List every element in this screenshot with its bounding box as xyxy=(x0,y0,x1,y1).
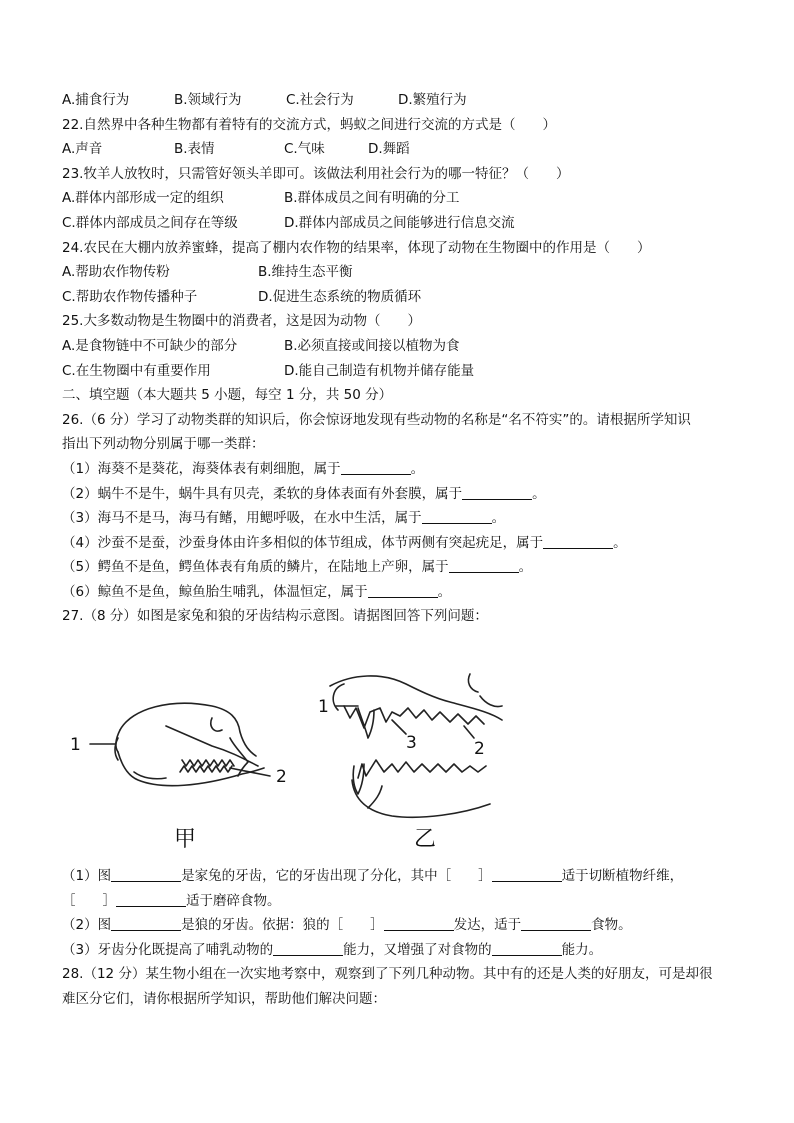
option: B.维持生态平衡 xyxy=(258,264,353,281)
wolf-lower-jaw xyxy=(352,780,490,817)
q26-item: （1）海葵不是葵花，海葵体表有刺细胞，属于 。 xyxy=(62,460,425,477)
q22-stem: 22.自然界中各种生物都有着特有的交流方式，蚂蚁之间进行交流的方式是（ ） xyxy=(62,116,556,133)
answer-blank[interactable] xyxy=(341,460,411,475)
q21-options xyxy=(62,88,742,113)
q26-stem-line2: 指出下列动物分别属于哪一类群： xyxy=(62,436,265,453)
option: B.领域行为 xyxy=(174,92,242,108)
option: C.社会行为 xyxy=(286,92,354,108)
label-number: 1 xyxy=(318,697,329,717)
q26-item: （3）海马不是马，海马有鳍，用鳃呼吸，在水中生活，属于 。 xyxy=(62,510,506,527)
label-number: 3 xyxy=(406,733,417,753)
section-title: 二、填空题（本大题共 5 小题，每空 1 分，共 50 分） xyxy=(62,387,393,404)
q27-stem: 27.（8 分）如图是家兔和狼的牙齿结构示意图。请据图回答下列问题： xyxy=(62,608,488,625)
answer-blank[interactable] xyxy=(111,916,181,931)
q27-subquestions xyxy=(62,864,742,1012)
answer-blank[interactable] xyxy=(273,941,343,956)
answer-blank[interactable] xyxy=(368,583,438,598)
answer-blank[interactable] xyxy=(462,485,532,500)
wolf-skull-outline xyxy=(330,676,502,720)
answer-blank[interactable] xyxy=(521,916,591,931)
rabbit-upper-teeth xyxy=(182,760,234,766)
rabbit-skull-outline xyxy=(120,703,256,756)
q22-options xyxy=(62,137,742,162)
q23-options-row2 xyxy=(62,211,742,236)
teeth-figure xyxy=(62,668,522,868)
option: A.是食物链中不可缺少的部分 xyxy=(62,337,238,354)
answer-blank[interactable] xyxy=(116,892,186,907)
q26-item: （2）蜗牛不是牛，蜗牛具有贝壳，柔软的身体表面有外套膜，属于 。 xyxy=(62,485,546,502)
label-number: 2 xyxy=(474,739,485,759)
q26-item: （6）鲸鱼不是鱼，鲸鱼胎生哺乳，体温恒定，属于 。 xyxy=(62,583,452,600)
q23-options-row1 xyxy=(62,186,742,211)
answer-blank[interactable] xyxy=(449,558,519,573)
q27-sub1: （1）图 是家兔的牙齿，它的牙齿出现了分化，其中［ ］ 适于切断植物纤维， xyxy=(62,868,684,884)
wolf-upper-teeth xyxy=(344,706,484,728)
option: C.群体内部成员之间存在等级 xyxy=(62,214,238,231)
figure-caption-wolf: 乙 xyxy=(414,827,437,852)
wolf-lower-teeth xyxy=(358,760,486,778)
option: A.帮助农作物传粉 xyxy=(62,264,170,281)
q25-options-row1 xyxy=(62,334,742,359)
label-number: 2 xyxy=(276,767,287,787)
option: C.帮助农作物传播种子 xyxy=(62,288,198,305)
answer-blank[interactable] xyxy=(543,534,613,549)
q26-stem-line1: 26.（6 分）学习了动物类群的知识后，你会惊讶地发现有些动物的名称是“名不符实”的。请根据所学知识 xyxy=(62,411,691,428)
q24-options-row2 xyxy=(62,285,742,310)
option: B.表情 xyxy=(174,141,215,158)
option: B.必须直接或间接以植物为食 xyxy=(284,337,460,354)
figure-caption-rabbit: 甲 xyxy=(174,827,197,852)
option: C.在生物圈中有重要作用 xyxy=(62,362,211,379)
label-number: 1 xyxy=(70,735,81,755)
option: A.捕食行为 xyxy=(62,92,130,108)
answer-blank[interactable] xyxy=(492,867,562,882)
q25-options-row2 xyxy=(62,359,742,384)
option: D.舞蹈 xyxy=(368,141,410,158)
q26-item: （5）鳄鱼不是鱼，鳄鱼体表有角质的鳞片，在陆地上产卵，属于 。 xyxy=(62,559,533,576)
q27-sub2: （2）图 是狼的牙齿。依据：狼的［ ］ 发达，适于 食物。 xyxy=(62,917,632,934)
rabbit-lower-teeth xyxy=(180,766,232,772)
q28-stem-line1: 28.（12 分）某生物小组在一次实地考察中，观察到了下列几种动物。其中有的还是人类的好朋友，可是却很 xyxy=(62,966,713,983)
answer-blank[interactable] xyxy=(111,867,181,882)
q27-sub1-cont: ［ ］ 适于磨碎食物。 xyxy=(62,892,281,909)
q23-stem: 23.牧羊人放牧时，只需管好领头羊即可。该做法利用社会行为的哪一特征？（ ） xyxy=(62,165,570,182)
q24-stem: 24.农民在大棚内放养蜜蜂，提高了棚内农作物的结果率，体现了动物在生物圈中的作用是（ ） xyxy=(62,239,651,256)
answer-blank[interactable] xyxy=(492,941,562,956)
q27-sub3: （3）牙齿分化既提高了哺乳动物的 能力，又增强了对食物的 能力。 xyxy=(62,941,603,958)
q26-item: （4）沙蚕不是蚕，沙蚕身体由许多相似的体节组成，体节两侧有突起疣足，属于 。 xyxy=(62,534,627,551)
option: D.能自己制造有机物并储存能量 xyxy=(284,362,475,379)
answer-blank[interactable] xyxy=(422,509,492,524)
exam-page xyxy=(62,88,742,629)
option: A.群体内部形成一定的组织 xyxy=(62,190,224,207)
option: D.繁殖行为 xyxy=(398,92,467,108)
option: D.群体内部成员之间能够进行信息交流 xyxy=(284,214,515,231)
q25-stem: 25.大多数动物是生物圈中的消费者，这是因为动物（ ） xyxy=(62,313,421,330)
option: A.声音 xyxy=(62,141,103,158)
answer-blank[interactable] xyxy=(384,916,454,931)
q24-options-row1 xyxy=(62,260,742,285)
option: B.群体成员之间有明确的分工 xyxy=(284,190,460,207)
option: D.促进生态系统的物质循环 xyxy=(258,288,422,305)
q28-stem-line2: 难区分它们，请你根据所学知识，帮助他们解决问题： xyxy=(62,990,386,1007)
option: C.气味 xyxy=(284,141,325,158)
